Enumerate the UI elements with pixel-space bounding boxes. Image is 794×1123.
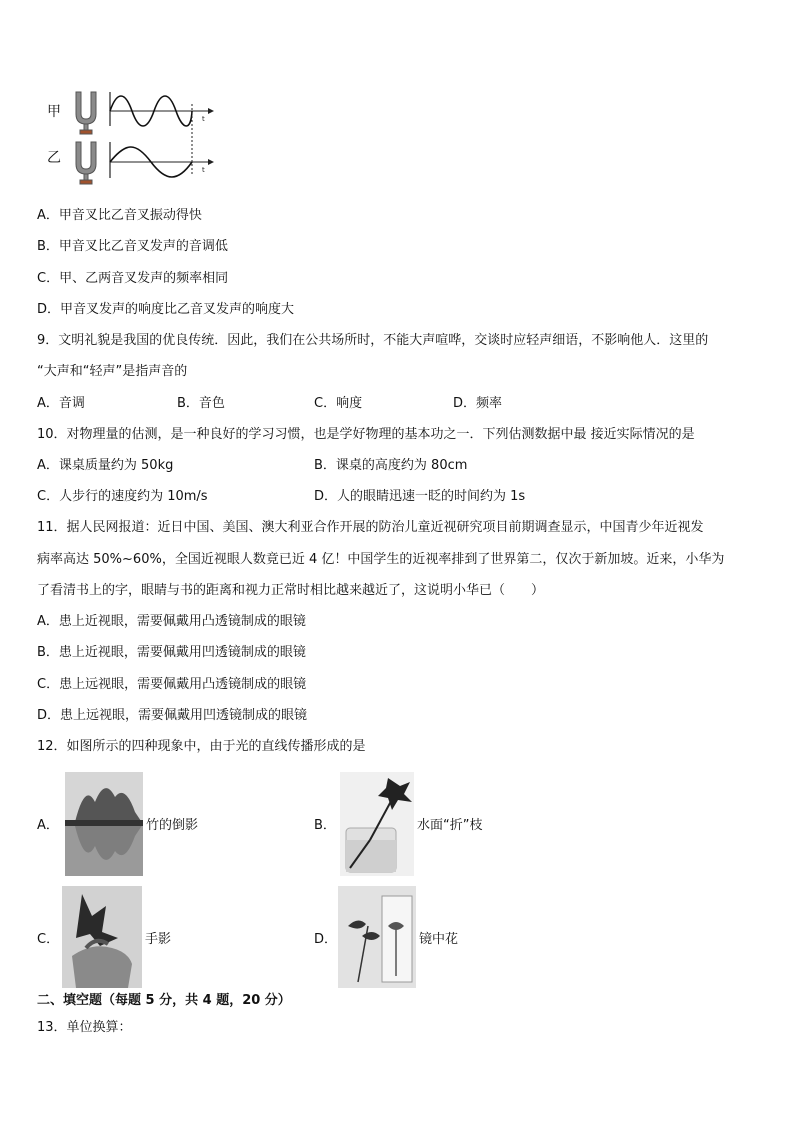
q11-option-c: C．患上远视眼，需要佩戴用凸透镜制成的眼镜 xyxy=(37,677,307,692)
q11-option-a: A．患上近视眼，需要佩戴用凸透镜制成的眼镜 xyxy=(37,614,306,629)
q9-option-a: A．音调 xyxy=(37,396,85,411)
branch-in-water-image xyxy=(340,772,414,876)
q11-stem-line3: 了看清书上的字，眼睛与书的距离和视力正常时相比越来越近了，这说明小华已（ ） xyxy=(37,583,545,598)
q10-option-d: D．人的眼睛迅速一眨的时间约为 1s xyxy=(314,489,526,504)
svg-text:t: t xyxy=(202,115,205,123)
flower-in-mirror-image xyxy=(338,886,416,988)
svg-text:t: t xyxy=(202,166,205,174)
section-2-title: 二、填空题（每题 5 分，共 4 题，20 分） xyxy=(37,993,291,1008)
hand-shadow-image xyxy=(62,886,142,988)
tuning-fork-jia-icon xyxy=(76,92,96,134)
q11-option-d: D．患上远视眼，需要佩戴用凹透镜制成的眼镜 xyxy=(37,708,308,723)
q9-stem-line1: 9．文明礼貌是我国的优良传统．因此，我们在公共场所时，不能大声喧哗，交谈时应轻声细语，不影响他人．这里的 xyxy=(37,333,709,348)
tuning-fork-yi-icon xyxy=(76,142,96,184)
q8-option-d: D．甲音叉发声的响度比乙音叉发声的响度大 xyxy=(37,302,295,317)
q12-option-c-caption: 手影 xyxy=(145,932,172,947)
label-jia: 甲 xyxy=(47,104,61,120)
q12-option-c-letter: C． xyxy=(37,932,60,947)
q8-option-c: C．甲、乙两音叉发声的频率相同 xyxy=(37,271,229,286)
q12-option-d-letter: D． xyxy=(314,932,338,947)
q10-option-c: C．人步行的速度约为 10m/s xyxy=(37,489,208,504)
q12-option-b-letter: B． xyxy=(314,818,336,833)
q11-stem-line2: 病率高达 50%~60%，全国近视眼人数竟已近 4 亿！中国学生的近视率排到了世界第二，仅次于新加坡。近来，小华为 xyxy=(37,552,725,567)
q8-option-b: B．甲音叉比乙音叉发声的音调低 xyxy=(37,239,228,254)
q13-stem: 13．单位换算： xyxy=(37,1020,132,1035)
q9-stem-line2: “大声和“轻声”是指声音的 xyxy=(37,364,188,379)
q9-option-c: C．响度 xyxy=(314,396,363,411)
q10-option-b: B．课桌的高度约为 80cm xyxy=(314,458,468,473)
q11-stem-line1: 11．据人民网报道：近日中国、美国、澳大利亚合作开展的防治儿童近视研究项目前期调查显示，中国青少年近视发 xyxy=(37,520,704,535)
q10-option-a: A．课桌质量约为 50kg xyxy=(37,458,174,473)
q12-option-b-caption: 水面“折”枝 xyxy=(417,818,483,833)
q9-option-b: B．音色 xyxy=(177,396,225,411)
q12-stem: 12．如图所示的四种现象中，由于光的直线传播形成的是 xyxy=(37,739,366,754)
q10-stem: 10．对物理量的估测，是一种良好的学习习惯，也是学好物理的基本功之一．下列估测数据中最 接近实际情况的是 xyxy=(37,427,695,442)
q11-option-b: B．患上近视眼，需要佩戴用凹透镜制成的眼镜 xyxy=(37,645,306,660)
bamboo-reflection-image xyxy=(65,772,143,876)
q9-option-d: D．频率 xyxy=(453,396,503,411)
q8-option-a: A．甲音叉比乙音叉振动得快 xyxy=(37,208,202,223)
q12-option-d-caption: 镜中花 xyxy=(419,932,459,947)
waveform-diagram xyxy=(66,86,216,186)
label-yi: 乙 xyxy=(47,150,61,166)
q12-option-a-caption: 竹的倒影 xyxy=(146,818,199,833)
q12-option-a-letter: A． xyxy=(37,818,59,833)
